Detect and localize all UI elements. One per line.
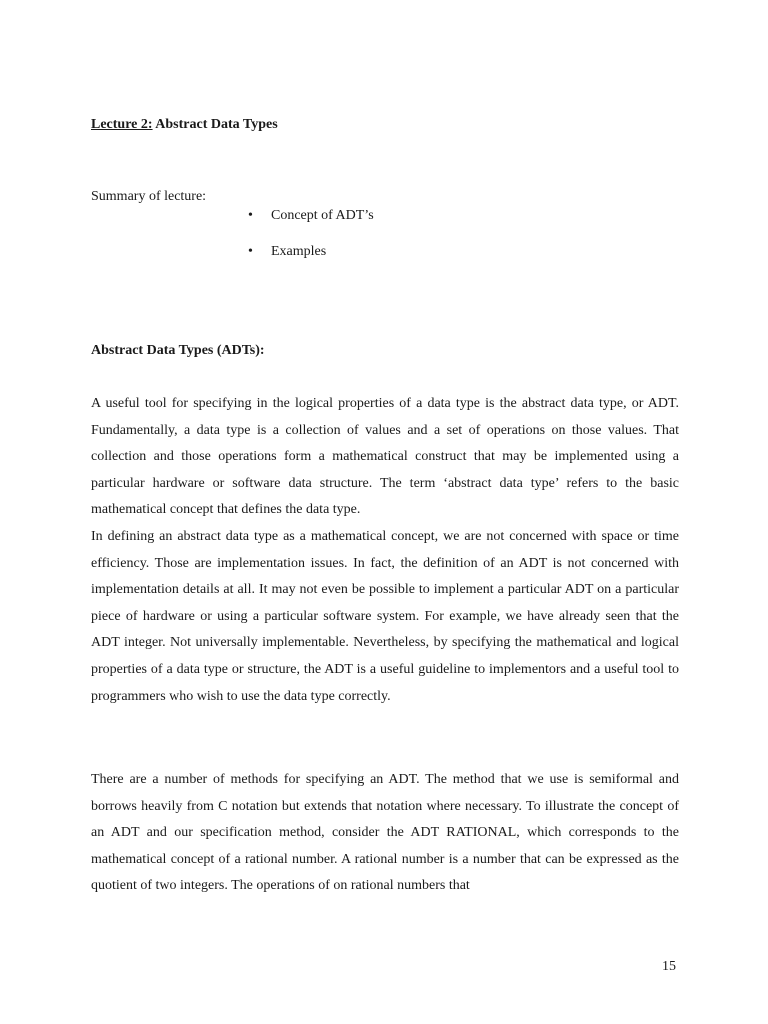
lecture-title	[91, 117, 278, 133]
paragraph-segment: A useful tool for specifying in the logical properties of a data type is the abstract data type, or ADT. Fundamentally, a data type is a collection of values and a set of operations on those values. That collection and those operations form a mathematical construct that may be implemented using a particular hardware or software data structure. The term ‘abstract data type’ refers to the basic mathematical concept that defines the data type.	[91, 396, 679, 518]
summary-item-text: Examples	[271, 244, 327, 259]
body-paragraph: There are a number of methods for specifying an ADT. The method that we use is semiformal and borrows heavily from C notation but extends that notation where necessary. To illustrate the concept of an ADT and our specification method, consider the ADT RATIONAL, which corresponds to the mathematical concept of a rational number. A rational number is a number that can be expressed as the quotient of two integers. The operations of on rational numbers that	[91, 772, 679, 894]
lecture-title-text: Abstract Data Types	[152, 117, 278, 132]
page-number: 15	[662, 959, 676, 974]
summary-item	[246, 243, 374, 279]
summary-list	[246, 207, 374, 279]
body-paragraph	[91, 391, 679, 710]
section-heading: Abstract Data Types (ADTs):	[91, 343, 265, 358]
bullet-icon: •	[248, 244, 253, 259]
bullet-icon: •	[248, 208, 253, 223]
summary-label: Summary of lecture:	[91, 189, 207, 204]
summary-item-text: Concept of ADT’s	[271, 208, 374, 223]
summary-item	[246, 207, 374, 243]
lecture-label: Lecture 2:	[91, 117, 153, 132]
paragraph-segment: In defining an abstract data type as a mathematical concept, we are not concerned with space or time efficiency. Those are implementation issues. In fact, the definition of an ADT is not concerned with implementation details at all. It may not even be possible to implement a particular ADT on a particular piece of hardware or using a particular software system. For example, we have already seen that the ADT integer. Not universally implementable. Nevertheless, by specifying the mathematical and logical properties of a data type or structure, the ADT is a useful guideline to implementors and a useful tool to programmers who wish to use the data type correctly.	[91, 528, 679, 704]
